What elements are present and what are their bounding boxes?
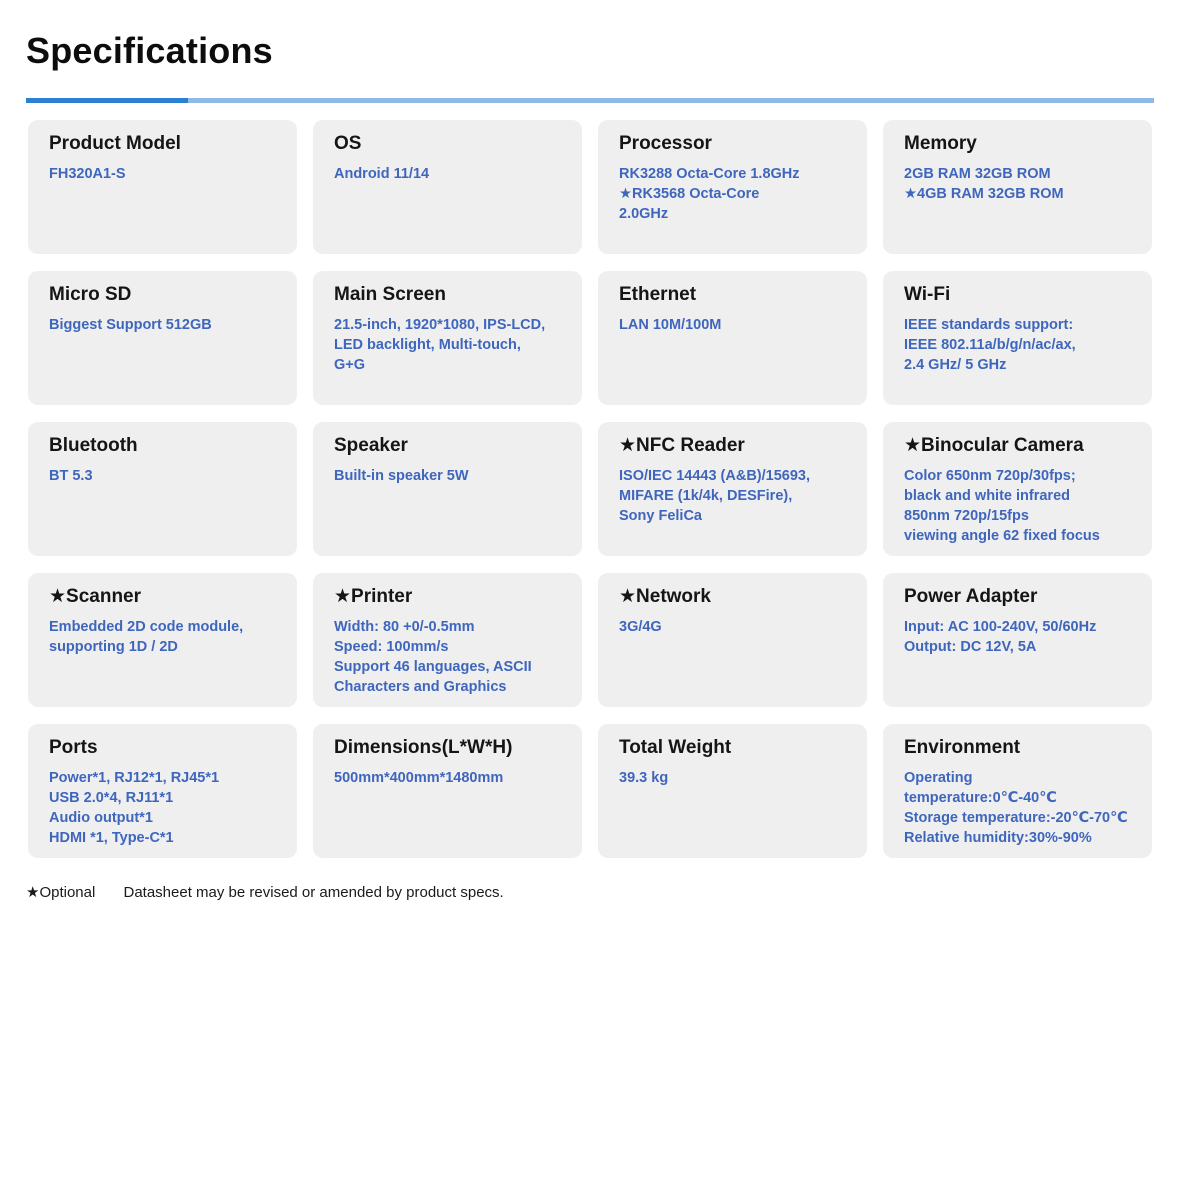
spec-value [49,768,279,848]
spec-label: Bluetooth [49,435,138,456]
spec-card [313,271,582,405]
spec-value-line: Storage temperature:-20℃-70℃ [904,810,1128,826]
spec-card [313,120,582,254]
spec-card [598,573,867,707]
spec-value-line: 3G/4G [619,619,662,635]
spec-value-line: 500mm*400mm*1480mm [334,770,504,786]
spec-card [598,120,867,254]
spec-label: Environment [904,737,1021,758]
spec-card [883,120,1152,254]
spec-value-line: G+G [334,357,366,373]
spec-card [883,724,1152,858]
spec-value [49,315,279,335]
spec-value-line: Support 46 languages, ASCII [334,659,532,675]
spec-value-line: Biggest Support 512GB [49,317,212,333]
spec-value [904,164,1134,204]
spec-card [28,724,297,858]
spec-value-line: Speed: 100mm/s [334,639,449,655]
spec-value-line: viewing angle 62 fixed focus [904,528,1100,544]
spec-value [619,466,849,526]
spec-value-line: Width: 80 +0/-0.5mm [334,619,475,635]
spec-card [883,573,1152,707]
spec-value-line: LED backlight, Multi-touch, [334,337,521,353]
optional-legend: ★Optional [26,884,96,901]
spec-card [598,422,867,556]
spec-label: Wi-Fi [904,284,951,305]
spec-value-line: temperature:0℃-40℃ [904,790,1057,806]
title-divider [26,98,1154,103]
spec-value-line: Operating [904,770,973,786]
spec-label: OS [334,133,362,154]
spec-card [598,724,867,858]
spec-value [49,164,279,184]
spec-value-line: ★RK3568 Octa-Core [619,186,760,202]
spec-value-line: 39.3 kg [619,770,669,786]
spec-value-line: 2.4 GHz/ 5 GHz [904,357,1007,373]
spec-value-line: HDMI *1, Type-C*1 [49,830,174,846]
spec-value-line: Power*1, RJ12*1, RJ45*1 [49,770,220,786]
spec-value [904,617,1134,657]
spec-label: Main Screen [334,284,446,305]
page-title: Specifications [26,30,273,71]
spec-value-line: Embedded 2D code module, [49,619,244,635]
spec-label: Power Adapter [904,586,1038,607]
spec-label: Speaker [334,435,408,456]
spec-value-line: IEEE standards support: [904,317,1074,333]
spec-label: Micro SD [49,284,132,305]
spec-value-line: Color 650nm 720p/30fps; [904,468,1076,484]
spec-label: Ethernet [619,284,697,305]
spec-label: Product Model [49,133,181,154]
spec-label: ★Printer [334,586,413,607]
spec-card [313,724,582,858]
spec-value-line: BT 5.3 [49,468,93,484]
title-divider-accent [26,98,188,103]
spec-value-line: 21.5-inch, 1920*1080, IPS-LCD, [334,317,546,333]
spec-value-line: MIFARE (1k/4k, DESFire), [619,488,793,504]
spec-label: Ports [49,737,98,758]
spec-card [28,422,297,556]
spec-label: Dimensions(L*W*H) [334,737,513,758]
spec-value [619,617,849,637]
spec-value-line: Output: DC 12V, 5A [904,639,1037,655]
spec-value [619,315,849,335]
spec-value [619,768,849,788]
spec-value-line: Input: AC 100-240V, 50/60Hz [904,619,1097,635]
spec-value [334,164,564,184]
spec-value [49,617,279,657]
spec-value [904,315,1134,375]
spec-value [49,466,279,486]
spec-value-line: Relative humidity:30%-90% [904,830,1092,846]
spec-value-line: ★4GB RAM 32GB ROM [904,186,1064,202]
spec-value [334,315,564,375]
spec-label: ★Scanner [49,586,142,607]
spec-value-line: Audio output*1 [49,810,153,826]
spec-card [313,573,582,707]
spec-value [619,164,849,224]
spec-value-line: FH320A1-S [49,166,126,182]
spec-label: Processor [619,133,712,154]
spec-label: ★NFC Reader [619,435,745,456]
footer [26,883,504,901]
spec-value-line: 2GB RAM 32GB ROM [904,166,1051,182]
spec-value-line: black and white infrared [904,488,1070,504]
spec-value-line: ISO/IEC 14443 (A&B)/15693, [619,468,811,484]
spec-card [28,573,297,707]
spec-value [334,466,564,486]
spec-card [28,271,297,405]
spec-label: Total Weight [619,737,732,758]
spec-value-line: 850nm 720p/15fps [904,508,1029,524]
spec-value [334,617,564,697]
spec-card [28,120,297,254]
disclaimer-note: Datasheet may be revised or amended by product specs. [123,884,504,901]
spec-value-line: 2.0GHz [619,206,669,222]
spec-label: Memory [904,133,977,154]
spec-label: ★Network [619,586,711,607]
spec-value [904,466,1134,546]
spec-value [334,768,564,788]
spec-value [904,768,1134,848]
spec-value-line: USB 2.0*4, RJ11*1 [49,790,174,806]
spec-value-line: Characters and Graphics [334,679,507,695]
spec-grid [28,120,1152,858]
spec-value-line: IEEE 802.11a/b/g/n/ac/ax, [904,337,1076,353]
spec-card [883,271,1152,405]
spec-value-line: Built-in speaker 5W [334,468,469,484]
spec-value-line: Sony FeliCa [619,508,702,524]
spec-card [598,271,867,405]
spec-label: ★Binocular Camera [904,435,1084,456]
spec-value-line: RK3288 Octa-Core 1.8GHz [619,166,800,182]
spec-value-line: Android 11/14 [334,166,430,182]
spec-value-line: LAN 10M/100M [619,317,722,333]
spec-value-line: supporting 1D / 2D [49,639,178,655]
spec-card [883,422,1152,556]
spec-card [313,422,582,556]
